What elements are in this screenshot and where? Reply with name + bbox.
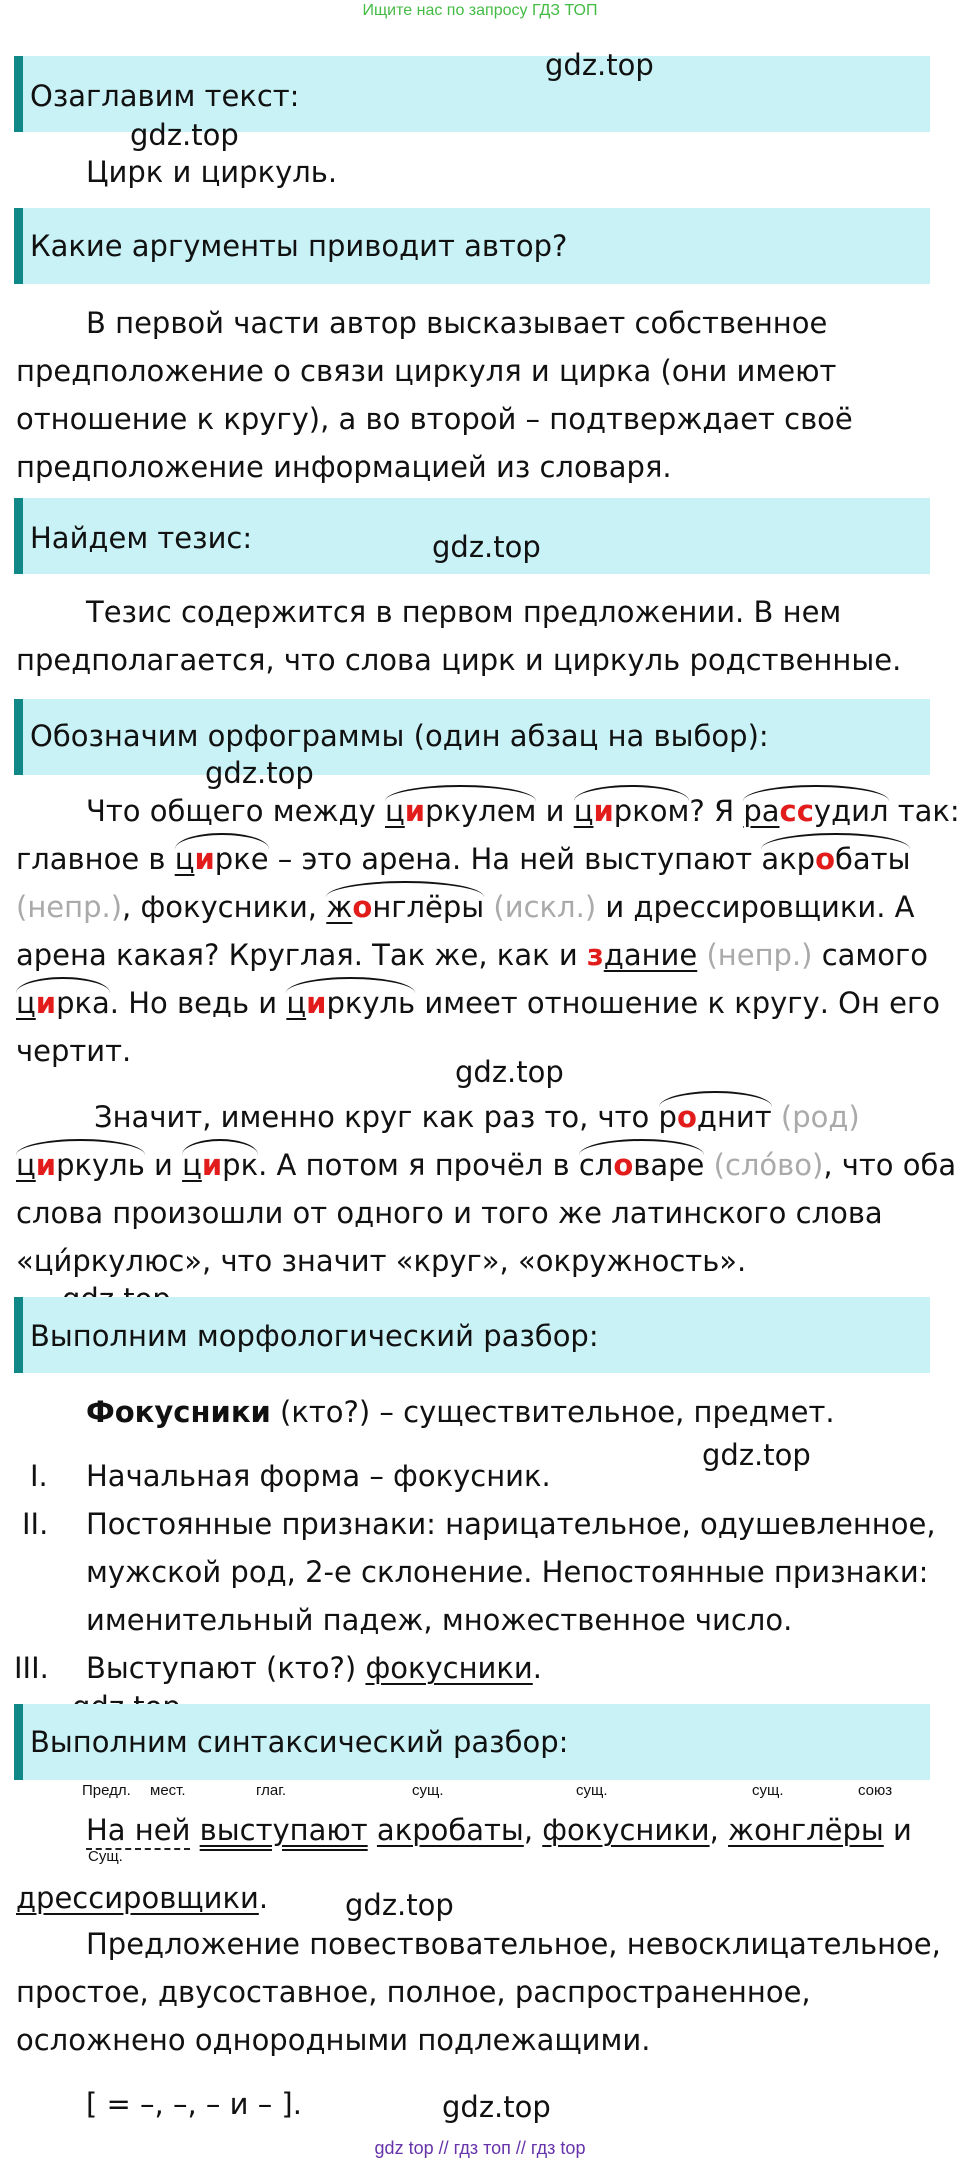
orthogram-line: слова произошли от одного и того же латинского слова [16, 1196, 883, 1230]
title-answer: Цирк и циркуль. [86, 155, 338, 189]
section-title-2: Какие аргументы приводит автор? [30, 229, 568, 263]
pos-label: Предл. [82, 1782, 131, 1799]
arguments-line: отношение к кругу), а во второй – подтверждает своё [16, 402, 853, 436]
watermark: gdz.top [545, 48, 654, 82]
section-title-3: Найдем тезис: [30, 521, 253, 555]
pos-label: сущ. [412, 1782, 444, 1799]
sentence-scheme: [ = –, –, – и – ]. [86, 2087, 302, 2121]
watermark: gdz.top [432, 530, 541, 564]
arguments-line: предположение о связи циркуля и цирка (они имеют [16, 354, 837, 388]
section-title-6: Выполним синтаксический разбор: [30, 1725, 569, 1759]
pos-label: сущ. [576, 1782, 608, 1799]
section-title-1: Озаглавим текст: [30, 79, 300, 113]
arguments-line: предположение информацией из словаря. [16, 450, 672, 484]
top-note: Ищите нас по запросу ГДЗ ТОП [362, 2, 598, 19]
orthogram-line: цирка. Но ведь и циркуль имеет отношение к кругу. Он его [16, 983, 940, 1023]
morph-line: именительный падеж, множественное число. [86, 1603, 793, 1637]
pos-label: Сущ. [88, 1848, 123, 1865]
morph-head: Фокусники (кто?) – существительное, предмет. [86, 1395, 835, 1429]
pos-label: союз [858, 1782, 893, 1799]
syntax-sentence: На ней выступают акробаты, фокусники, жонглёры и [86, 1810, 912, 1850]
watermark: gdz.top [345, 1888, 454, 1922]
list-number: II. [22, 1507, 49, 1541]
orthogram-line: Значит, именно круг как раз то, что роднит (род) [94, 1097, 860, 1137]
watermark: gdz.top [455, 1055, 564, 1089]
watermark: gdz.top [442, 2090, 551, 2124]
morph-line: мужской род, 2-е склонение. Непостоянные признаки: [86, 1555, 929, 1589]
morph-line: Начальная форма – фокусник. [86, 1459, 551, 1493]
arguments-line: В первой части автор высказывает собственное [86, 306, 828, 340]
morph-line: Выступают (кто?) фокусники. [86, 1651, 542, 1685]
pos-label: глаг. [256, 1782, 287, 1799]
pos-label: сущ. [752, 1782, 784, 1799]
section-title-4: Обозначим орфограммы (один абзац на выбор): [30, 719, 769, 753]
morph-line: Постоянные признаки: нарицательное, одушевленное, [86, 1507, 936, 1541]
thesis-line: Тезис содержится в первом предложении. В нем [86, 595, 842, 629]
list-number: I. [30, 1459, 48, 1493]
syntax-line: Предложение повествовательное, невосклицательное, [86, 1927, 941, 1961]
orthogram-line: арена какая? Круглая. Так же, как и здание (непр.) самого [16, 938, 929, 972]
orthogram-line: чертит. [16, 1034, 132, 1068]
orthogram-line: (непр.), фокусники, жонглёры (искл.) и дрессировщики. А [16, 887, 915, 927]
orthogram-line: Что общего между циркулем и цирком? Я рассудил так: [86, 791, 960, 831]
syntax-sentence: дрессировщики. [16, 1881, 269, 1915]
pos-label: мест. [150, 1782, 186, 1799]
orthogram-line: «ци́ркулюс», что значит «круг», «окружность». [16, 1244, 747, 1278]
section-title-5: Выполним морфологический разбор: [30, 1319, 599, 1353]
thesis-line: предполагается, что слова цирк и циркуль родственные. [16, 643, 902, 677]
footer-links[interactable]: gdz top // гдз топ // гдз top [374, 2138, 586, 2158]
list-number: III. [14, 1651, 49, 1685]
watermark: gdz.top [130, 118, 239, 152]
watermark: gdz.top [205, 756, 314, 790]
watermark: gdz.top [702, 1438, 811, 1472]
syntax-line: осложнено однородными подлежащими. [16, 2023, 651, 2057]
orthogram-line: циркуль и цирк. А потом я прочёл в словаре (сло́во), что оба [16, 1145, 956, 1185]
orthogram-line: главное в цирке – это арена. На ней выступают акробаты [16, 839, 910, 879]
syntax-line: простое, двусоставное, полное, распространенное, [16, 1975, 811, 2009]
